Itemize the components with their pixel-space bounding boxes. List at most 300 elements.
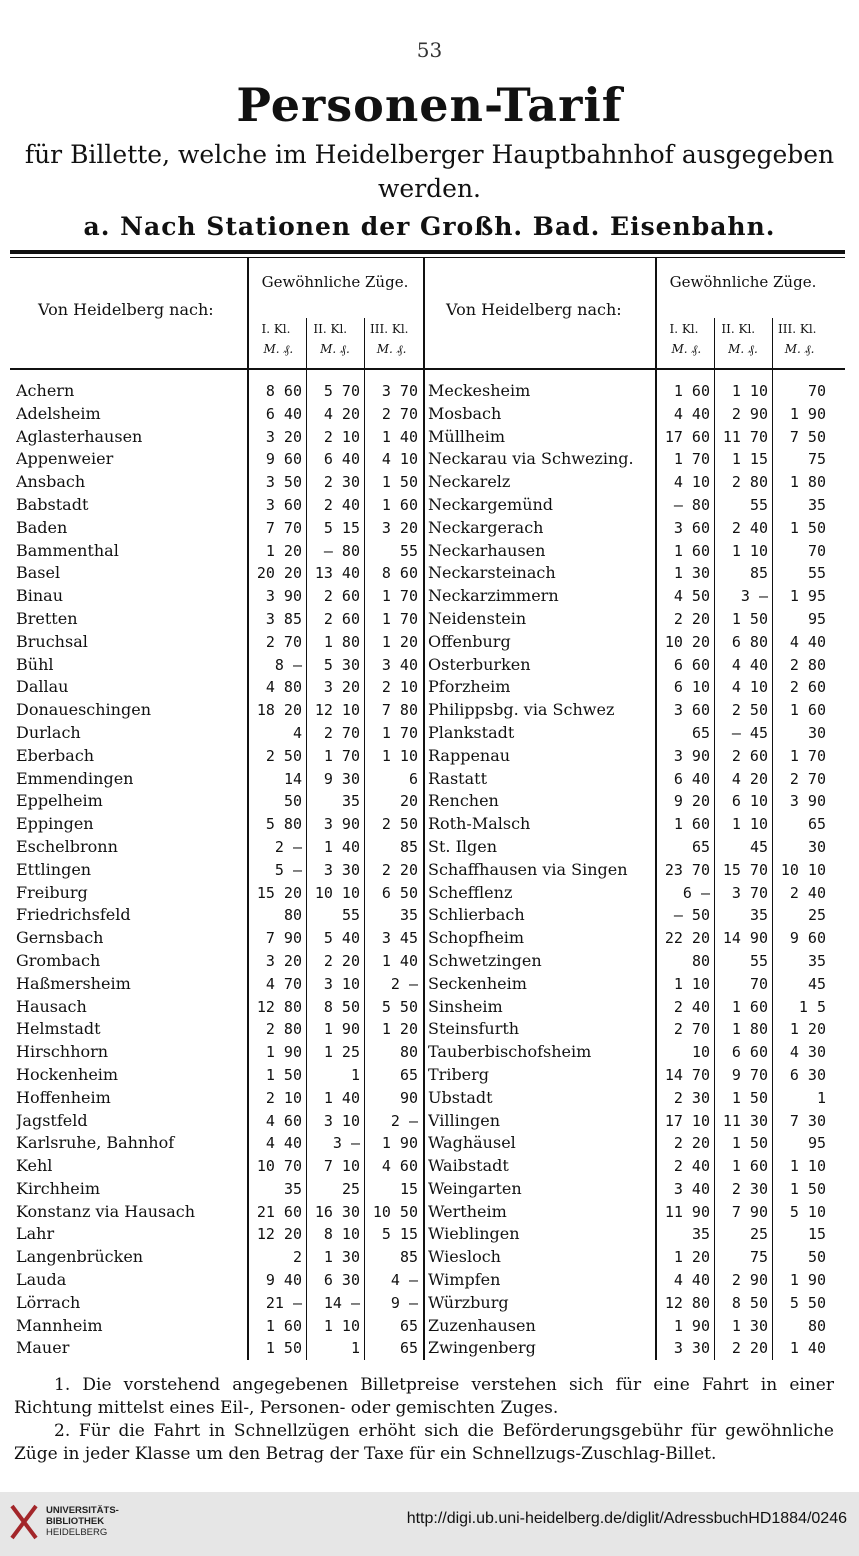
table-row [428, 1201, 830, 1224]
fare-class-3: 1 80 [789, 473, 826, 492]
table-row [16, 1132, 422, 1155]
fare-class-3: 2 — [390, 1111, 418, 1130]
fare-class-1: 3 90 [673, 746, 710, 765]
logo-line-1: UNIVERSITÄTS- [46, 1505, 119, 1516]
station-name: Roth-Malsch [428, 814, 531, 834]
fare-class-3: 2 40 [789, 883, 826, 902]
table-row [428, 790, 830, 813]
station-name: Meckesheim [428, 381, 531, 400]
fare-class-1: 2 30 [673, 1088, 710, 1107]
station-name: Gernsbach [16, 928, 104, 948]
fare-class-3: 65 [399, 1065, 418, 1084]
fare-class-2: 1 50 [731, 609, 768, 628]
fare-class-2: 13 40 [314, 564, 360, 583]
fare-class-3: 1 40 [789, 1339, 826, 1358]
fare-class-3: 30 [807, 723, 826, 742]
divider-middle [423, 258, 425, 1360]
fare-class-2: 2 60 [323, 587, 360, 606]
left-class-1: I. Kl. [261, 322, 291, 336]
fare-class-1: 1 90 [673, 1316, 710, 1335]
fare-class-2: 1 15 [731, 450, 768, 469]
station-name: Konstanz via Hausach [16, 1201, 196, 1221]
left-from-label: Von Heidelberg nach: [38, 300, 214, 319]
fare-class-1: 1 60 [673, 815, 710, 834]
fare-class-2: 55 [341, 906, 360, 925]
fare-class-3: 1 90 [789, 404, 826, 423]
table-row [428, 608, 830, 631]
station-name: Seckenheim [428, 973, 527, 993]
fare-class-1: 7 90 [265, 929, 302, 948]
fare-class-1: 3 50 [265, 473, 302, 492]
left-unit-1: M. ₰. [263, 342, 294, 356]
fare-class-3: 1 90 [381, 1134, 418, 1153]
station-name: Achern [16, 381, 75, 400]
fare-class-1: 35 [283, 1179, 302, 1198]
fare-class-3: 2 80 [789, 655, 826, 674]
table-row [16, 631, 422, 654]
station-name: Tauberbischofsheim [428, 1042, 592, 1062]
table-row [16, 1269, 422, 1292]
table-row [16, 494, 422, 517]
fare-class-2: 1 [350, 1065, 360, 1084]
left-unit-labels [250, 342, 420, 357]
station-name: Basel [16, 563, 61, 583]
station-name: Steinsfurth [428, 1019, 520, 1039]
fare-class-3: 1 40 [381, 951, 418, 970]
fare-class-2: 3 30 [323, 860, 360, 879]
station-name: Mannheim [16, 1315, 103, 1335]
fare-class-1: 6 40 [265, 404, 302, 423]
station-name: Neckarelz [428, 472, 511, 492]
station-name: Adelsheim [16, 403, 101, 423]
fare-class-3: 1 10 [381, 746, 418, 765]
fare-class-3: 2 60 [789, 678, 826, 697]
fare-class-2: 2 90 [731, 404, 768, 423]
table-row [428, 1337, 830, 1360]
station-name: Renchen [428, 791, 499, 811]
fare-class-3: 4 — [390, 1271, 418, 1290]
fare-class-1: 3 60 [673, 518, 710, 537]
fare-class-3: 1 95 [789, 587, 826, 606]
fare-class-2: 3 90 [323, 815, 360, 834]
station-name: Ansbach [16, 472, 86, 492]
fare-class-1: 2 [292, 1248, 302, 1267]
fare-class-2: 9 70 [731, 1065, 768, 1084]
station-name: Hausach [16, 996, 87, 1016]
table-row [428, 1315, 830, 1338]
top-rule-thin [10, 257, 845, 258]
fare-class-2: 7 90 [731, 1202, 768, 1221]
fare-class-1: 4 60 [265, 1111, 302, 1130]
fare-class-2: 1 [350, 1339, 360, 1358]
station-name: Bammenthal [16, 540, 119, 560]
fare-class-2: 7 10 [323, 1157, 360, 1176]
fare-class-2: 55 [749, 495, 768, 514]
fare-class-1: — 50 [673, 906, 710, 925]
fare-class-3: 35 [807, 495, 826, 514]
fare-class-2: 55 [749, 951, 768, 970]
fare-class-3: 2 — [390, 974, 418, 993]
fare-class-2: 45 [749, 837, 768, 856]
fare-class-1: 4 50 [673, 587, 710, 606]
table-row [16, 1292, 422, 1315]
fare-class-2: 2 30 [731, 1179, 768, 1198]
fare-class-3: 85 [399, 837, 418, 856]
station-name: Eppelheim [16, 791, 103, 811]
table-row [428, 836, 830, 859]
fare-class-3: 5 50 [789, 1293, 826, 1312]
station-name: Triberg [428, 1064, 490, 1084]
fare-class-2: 11 70 [722, 427, 768, 446]
fare-class-1: 2 70 [673, 1020, 710, 1039]
fare-class-2: 3 20 [323, 678, 360, 697]
station-name: Neidenstein [428, 608, 527, 628]
fare-class-2: 8 50 [323, 997, 360, 1016]
fare-class-2: 2 30 [323, 473, 360, 492]
station-name: Helmstadt [16, 1019, 101, 1039]
station-name: Sinsheim [428, 996, 503, 1016]
station-name: Karlsruhe, Bahnhof [16, 1133, 175, 1153]
station-name: Jagstfeld [16, 1110, 88, 1130]
station-name: Baden [16, 517, 68, 537]
fare-class-2: 16 30 [314, 1202, 360, 1221]
fare-class-3: 7 80 [381, 701, 418, 720]
fare-class-3: 70 [807, 382, 826, 400]
table-row [428, 973, 830, 996]
table-row [428, 403, 830, 426]
fare-class-2: 2 40 [323, 495, 360, 514]
fare-class-2: 6 80 [731, 632, 768, 651]
fare-class-3: 1 20 [789, 1020, 826, 1039]
table-row [428, 380, 830, 403]
fare-class-2: 12 10 [314, 701, 360, 720]
fare-class-3: 15 [399, 1179, 418, 1198]
section-heading: a. Nach Stationen der Großh. Bad. Eisenbahn. [83, 212, 776, 241]
station-name: Bruchsal [16, 631, 88, 651]
table-row [16, 790, 422, 813]
table-row [16, 768, 422, 791]
station-name: Ettlingen [16, 859, 92, 879]
station-name: Friedrichsfeld [16, 905, 131, 925]
fare-class-2: — 45 [731, 723, 768, 742]
fare-class-2: 1 30 [731, 1316, 768, 1335]
fare-class-1: 3 60 [265, 495, 302, 514]
fare-class-1: 15 20 [256, 883, 302, 902]
table-row [16, 585, 422, 608]
station-name: St. Ilgen [428, 836, 498, 856]
table-row [16, 882, 422, 905]
station-name: Mauer [16, 1338, 70, 1358]
fare-class-2: 5 15 [323, 518, 360, 537]
fare-class-1: 4 80 [265, 678, 302, 697]
fare-class-1: 1 60 [673, 382, 710, 400]
table-row [16, 1155, 422, 1178]
table-row [428, 745, 830, 768]
table-row [16, 1223, 422, 1246]
table-row [16, 699, 422, 722]
station-name: Zwingenberg [428, 1338, 536, 1358]
header-rule [10, 368, 845, 370]
station-name: Hockenheim [16, 1064, 119, 1084]
fare-class-1: 12 20 [256, 1225, 302, 1244]
fare-class-1: 1 50 [265, 1339, 302, 1358]
station-name: Müllheim [428, 426, 505, 446]
station-name: Waghäusel [428, 1133, 516, 1153]
right-from-label: Von Heidelberg nach: [446, 300, 622, 319]
fare-class-3: 1 40 [381, 427, 418, 446]
university-logo-text [46, 1505, 119, 1538]
station-name: Eschelbronn [16, 836, 118, 856]
fare-class-1: 7 70 [265, 518, 302, 537]
fare-class-3: 7 50 [789, 427, 826, 446]
table-row [16, 859, 422, 882]
table-row [428, 1064, 830, 1087]
fare-class-1: 3 60 [673, 701, 710, 720]
fare-class-3: 1 60 [789, 701, 826, 720]
station-name: Freiburg [16, 882, 88, 902]
source-url-link[interactable]: http://digi.ub.uni-heidelberg.de/diglit/AdressbuchHD1884/0246 [406, 1510, 847, 1527]
fare-class-1: 35 [691, 1225, 710, 1244]
left-class-labels [250, 322, 420, 336]
table-row [428, 927, 830, 950]
fare-class-3: 3 40 [381, 655, 418, 674]
fare-class-1: — 80 [673, 495, 710, 514]
fare-class-3: 8 60 [381, 564, 418, 583]
fare-class-1: 2 80 [265, 1020, 302, 1039]
station-name: Appenweier [16, 449, 114, 469]
table-row [428, 699, 830, 722]
fare-class-2: 35 [341, 792, 360, 811]
fare-class-2: 1 40 [323, 1088, 360, 1107]
table-row [428, 494, 830, 517]
station-name: Neckarau via Schwezing. [428, 449, 634, 469]
station-name: Rappenau [428, 745, 511, 765]
fare-class-1: 4 40 [265, 1134, 302, 1153]
table-row [428, 1087, 830, 1110]
fare-class-2: 5 40 [323, 929, 360, 948]
fare-class-1: 10 20 [664, 632, 710, 651]
fare-class-3: 90 [399, 1088, 418, 1107]
fare-class-1: 11 90 [664, 1202, 710, 1221]
station-name: Neckargerach [428, 517, 544, 537]
table-row [428, 1155, 830, 1178]
fare-class-2: 4 40 [731, 655, 768, 674]
table-row [16, 540, 422, 563]
table-row [428, 904, 830, 927]
table-row [16, 745, 422, 768]
fare-class-1: 6 — [682, 883, 710, 902]
fare-class-3: 80 [399, 1043, 418, 1062]
table-row [428, 859, 830, 882]
fare-class-1: 65 [691, 837, 710, 856]
fare-class-1: 3 90 [265, 587, 302, 606]
fare-class-1: 65 [691, 723, 710, 742]
fare-class-3: 1 70 [381, 723, 418, 742]
fare-class-1: 9 60 [265, 450, 302, 469]
left-class-3: III. Kl. [370, 322, 409, 336]
fare-class-2: 3 — [740, 587, 768, 606]
fare-class-1: 2 — [274, 837, 302, 856]
fare-class-2: 3 10 [323, 974, 360, 993]
fare-class-2: 6 30 [323, 1271, 360, 1290]
fare-class-2: 5 70 [323, 382, 360, 400]
footnotes [14, 1374, 834, 1466]
footnote-1: 1. Die vorstehend angegebenen Billetpreise verstehen sich für eine Fahrt in einer Richtung mittelst eines Eil-, Personen- oder gemischten Zuges. [14, 1375, 834, 1418]
right-unit-3: M. ₰. [784, 342, 815, 356]
table-row [16, 471, 422, 494]
table-row [428, 517, 830, 540]
table-row [16, 1018, 422, 1041]
station-name: Donaueschingen [16, 700, 151, 720]
station-name: Waibstadt [428, 1156, 509, 1176]
fare-class-3: 6 50 [381, 883, 418, 902]
fare-class-2: 2 40 [731, 518, 768, 537]
fare-class-2: 1 60 [731, 997, 768, 1016]
table-row [428, 1110, 830, 1133]
fare-class-2: 6 40 [323, 450, 360, 469]
fare-class-1: 2 40 [673, 1157, 710, 1176]
table-row [16, 1246, 422, 1269]
fare-class-2: 1 25 [323, 1043, 360, 1062]
fare-class-3: 35 [399, 906, 418, 925]
table-row [16, 1178, 422, 1201]
fare-class-3: 55 [399, 541, 418, 560]
fare-class-3: 45 [807, 974, 826, 993]
fare-class-3: 95 [807, 1134, 826, 1153]
station-name: Kehl [16, 1156, 53, 1176]
table-row [16, 1315, 422, 1338]
fare-class-2: 1 80 [323, 632, 360, 651]
station-name: Lörrach [16, 1292, 81, 1312]
left-class-2: II. Kl. [313, 322, 348, 336]
table-row [428, 1178, 830, 1201]
fare-class-2: 25 [341, 1179, 360, 1198]
fare-class-1: 1 10 [673, 974, 710, 993]
fare-class-3: 1 5 [798, 997, 826, 1016]
station-name: Rastatt [428, 768, 487, 788]
table-row [428, 768, 830, 791]
fare-class-3: 35 [807, 951, 826, 970]
station-name: Durlach [16, 722, 81, 742]
table-row [428, 1041, 830, 1064]
table-row [16, 1064, 422, 1087]
fare-class-3: 1 10 [789, 1157, 826, 1176]
fare-class-2: 2 60 [731, 746, 768, 765]
station-name: Binau [16, 586, 64, 606]
table-row [428, 722, 830, 745]
table-row [428, 585, 830, 608]
fare-class-1: 4 [292, 723, 302, 742]
fare-class-3: 70 [807, 541, 826, 560]
fare-class-3: 1 90 [789, 1271, 826, 1290]
fare-class-1: 3 20 [265, 427, 302, 446]
fare-class-2: 1 10 [731, 382, 768, 400]
fare-class-1: 50 [283, 792, 302, 811]
fare-class-2: 1 90 [323, 1020, 360, 1039]
right-group-label: Gewöhnliche Züge. [669, 273, 817, 291]
fare-class-3: 3 70 [381, 382, 418, 400]
table-row [428, 1292, 830, 1315]
fare-class-1: 9 20 [673, 792, 710, 811]
station-name: Wimpfen [428, 1270, 501, 1290]
page-number: 53 [416, 38, 443, 62]
table-row [16, 1201, 422, 1224]
fare-class-2: 35 [749, 906, 768, 925]
fare-class-2: 70 [749, 974, 768, 993]
fare-class-2: 85 [749, 564, 768, 583]
fare-class-2: 3 10 [323, 1111, 360, 1130]
fare-class-1: 1 50 [265, 1065, 302, 1084]
table-row [428, 448, 830, 471]
fare-class-1: 5 80 [265, 815, 302, 834]
right-class-1: I. Kl. [669, 322, 699, 336]
table-row [16, 448, 422, 471]
fare-class-3: 1 60 [381, 495, 418, 514]
fare-class-2: 1 30 [323, 1248, 360, 1267]
fare-class-1: 1 30 [673, 564, 710, 583]
fare-class-1: 4 40 [673, 1271, 710, 1290]
fare-class-3: 4 60 [381, 1157, 418, 1176]
fare-class-1: 14 70 [664, 1065, 710, 1084]
fare-class-3: 95 [807, 609, 826, 628]
fare-class-1: 14 [283, 769, 302, 788]
fare-class-1: 6 40 [673, 769, 710, 788]
table-row [428, 654, 830, 677]
station-name: Neckargemünd [428, 494, 554, 514]
fare-class-3: 65 [399, 1316, 418, 1335]
fare-class-1: 2 40 [673, 997, 710, 1016]
station-name: Mosbach [428, 403, 502, 423]
station-name: Philippsbg. via Schwez [428, 700, 615, 720]
station-name: Osterburken [428, 654, 531, 674]
fare-class-2: 1 10 [731, 541, 768, 560]
left-group-label: Gewöhnliche Züge. [261, 273, 409, 291]
station-name: Emmendingen [16, 768, 134, 788]
fare-class-1: 3 85 [265, 609, 302, 628]
fare-class-1: 5 — [274, 860, 302, 879]
fare-class-3: 3 90 [789, 792, 826, 811]
fare-class-2: 2 80 [731, 473, 768, 492]
fare-class-1: 80 [691, 951, 710, 970]
table-row [16, 836, 422, 859]
fare-class-2: 2 90 [731, 1271, 768, 1290]
fare-class-3: 55 [807, 564, 826, 583]
table-row [428, 540, 830, 563]
fare-class-1: 1 90 [265, 1043, 302, 1062]
fare-class-3: 5 50 [381, 997, 418, 1016]
station-name: Schefflenz [428, 882, 513, 902]
fare-class-1: 3 40 [673, 1179, 710, 1198]
fare-class-2: 1 70 [323, 746, 360, 765]
table-row [428, 1269, 830, 1292]
station-name: Weingarten [428, 1178, 522, 1198]
fare-class-1: 1 60 [265, 1316, 302, 1335]
fare-class-2: 8 50 [731, 1293, 768, 1312]
table-row [16, 996, 422, 1019]
table-row [16, 950, 422, 973]
fare-class-1: 10 [691, 1043, 710, 1062]
fare-class-3: 9 — [390, 1293, 418, 1312]
fare-class-2: 1 10 [731, 815, 768, 834]
table-row [428, 813, 830, 836]
fare-class-3: 1 20 [381, 632, 418, 651]
right-unit-labels [658, 342, 828, 357]
fare-class-2: 2 20 [731, 1339, 768, 1358]
fare-class-3: 1 70 [381, 587, 418, 606]
table-row [16, 517, 422, 540]
table-row [16, 1110, 422, 1133]
fare-class-3: 25 [807, 906, 826, 925]
